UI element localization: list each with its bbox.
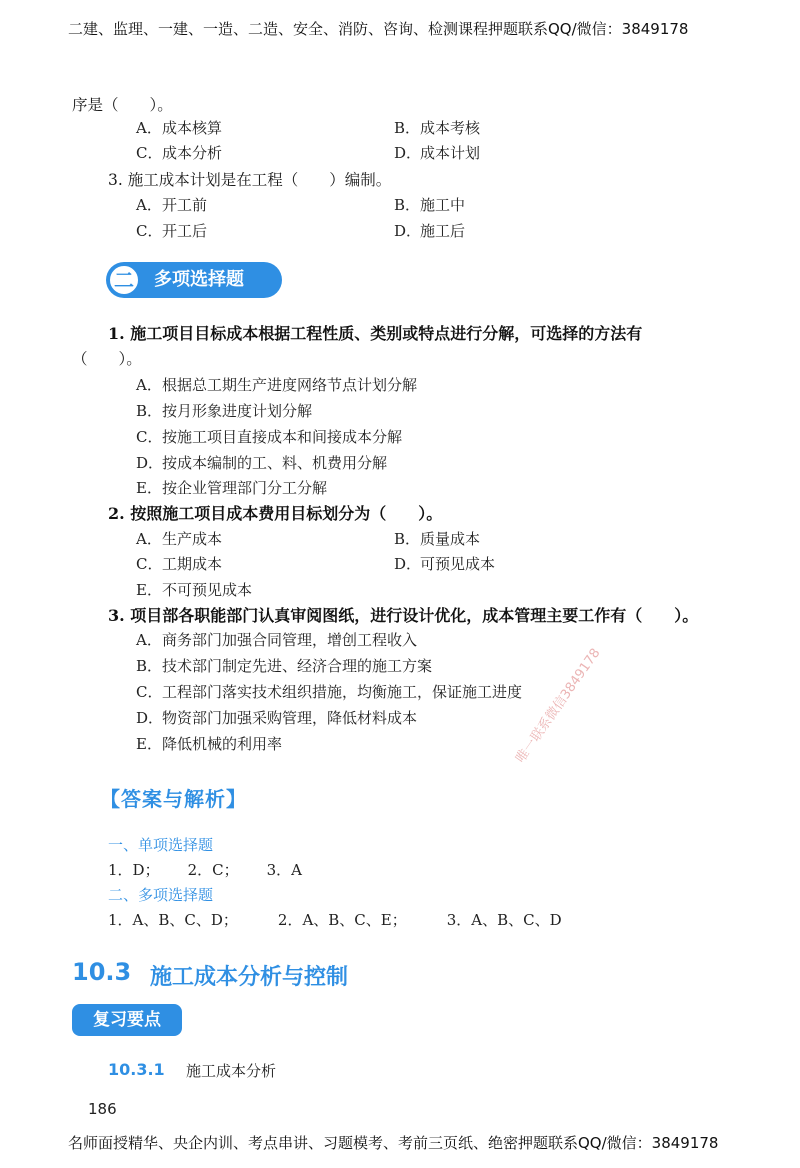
option-b: B．质量成本 — [394, 530, 481, 548]
page-number: 186 — [88, 1100, 117, 1118]
question-stem: 2. 按照施工项目成本费用目标划分为（ ）。 — [108, 504, 443, 523]
footer-banner: 名师面授精华、央企内训、考点串讲、习题模考、考前三页纸、绝密押题联系QQ/微信：3849178 — [68, 1134, 719, 1152]
answer-item: 1．A、B、C、D； — [108, 911, 238, 929]
option-d: D．施工后 — [394, 222, 466, 240]
subsection-number: 10.3.1 — [108, 1060, 165, 1079]
option-c: C．工程部门落实技术组织措施，均衡施工，保证施工进度 — [136, 683, 523, 701]
chapter-title: 施工成本分析与控制 — [150, 965, 349, 990]
option-d: D．可预见成本 — [394, 555, 496, 573]
question-stem-tail: 序是（ ）。 — [72, 96, 173, 114]
question-stem: 1. 施工项目目标成本根据工程性质、类别或特点进行分解，可选择的方法有 — [108, 324, 643, 343]
answer-item: 3．A — [266, 861, 302, 879]
option-a: A．根据总工期生产进度网络节点计划分解 — [136, 376, 418, 394]
subsection-title: 施工成本分析 — [186, 1062, 277, 1080]
watermark: 唯一联系微信3849178 — [513, 645, 604, 766]
option-a: A．生产成本 — [136, 530, 223, 548]
answer-item: 2．A、B、C、E； — [277, 911, 407, 929]
answers-single-title: 一、单项选择题 — [108, 836, 214, 854]
review-points-tag: 复习要点 — [72, 1004, 182, 1036]
option-c: C．按施工项目直接成本和间接成本分解 — [136, 428, 403, 446]
option-c: C．开工后 — [136, 222, 208, 240]
option-c: C．成本分析 — [136, 144, 223, 162]
chapter-number: 10.3 — [72, 958, 132, 986]
answers-multi-title: 二、多项选择题 — [108, 886, 214, 904]
question-stem: 3. 项目部各职能部门认真审阅图纸，进行设计优化，成本管理主要工作有（ ）。 — [108, 606, 699, 625]
question-stem-cont: （ ）。 — [72, 350, 142, 368]
option-a: A．商务部门加强合同管理，增创工程收入 — [136, 631, 418, 649]
option-a: A．成本核算 — [136, 119, 223, 137]
answer-item: 1．D； — [108, 861, 160, 879]
option-e: E．按企业管理部门分工分解 — [136, 479, 328, 497]
option-d: D．按成本编制的工、料、机费用分解 — [136, 454, 388, 472]
option-e: E．不可预见成本 — [136, 581, 253, 599]
option-b: B．按月形象进度计划分解 — [136, 402, 313, 420]
section-number-badge: 二 — [108, 264, 140, 296]
header-banner: 二建、监理、一建、一造、二造、安全、消防、咨询、检测课程押题联系QQ/微信：3849178 — [68, 20, 689, 38]
option-b: B．施工中 — [394, 196, 466, 214]
question-stem: 3. 施工成本计划是在工程（ ）编制。 — [108, 171, 392, 189]
option-a: A．开工前 — [136, 196, 208, 214]
option-e: E．降低机械的利用率 — [136, 735, 283, 753]
option-d: D．成本计划 — [394, 144, 481, 162]
option-b: B．技术部门制定先进、经济合理的施工方案 — [136, 657, 433, 675]
answer-item: 3．A、B、C、D — [446, 911, 562, 929]
option-d: D．物资部门加强采购管理，降低材料成本 — [136, 709, 418, 727]
answers-heading: 【答案与解析】 — [100, 787, 247, 811]
section-title: 多项选择题 — [154, 269, 244, 290]
section-heading-multi-choice — [106, 262, 282, 298]
answers-single-line — [108, 859, 302, 880]
option-c: C．工期成本 — [136, 555, 223, 573]
answer-item: 2．C； — [187, 861, 239, 879]
option-b: B．成本考核 — [394, 119, 481, 137]
answers-multi-line — [108, 909, 562, 930]
